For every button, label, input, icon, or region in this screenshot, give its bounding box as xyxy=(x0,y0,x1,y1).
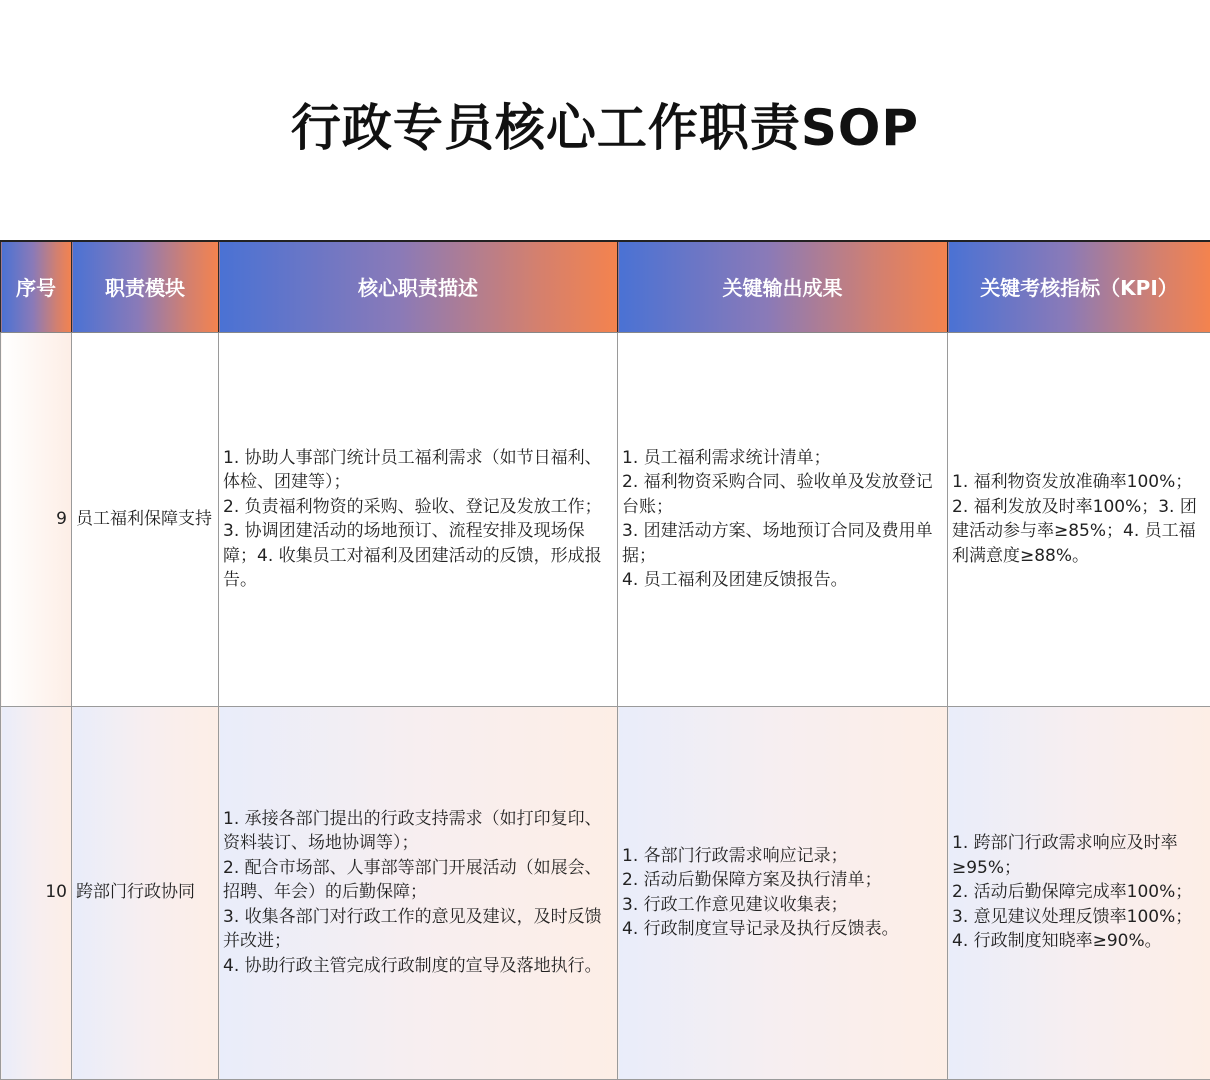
kpi-line: 2. 福利发放及时率100%；3. 团建活动参与率≥85%；4. 员工福利满意度≥88%。 xyxy=(952,496,1197,566)
output-line: 2. 福利物资采购合同、验收单及发放登记台账； xyxy=(622,472,933,517)
header-row xyxy=(1,241,1210,332)
output-line: 2. 活动后勤保障方案及执行清单； xyxy=(622,870,882,890)
sop-table xyxy=(0,240,1210,1080)
kpi-line: 4. 行政制度知晓率≥90%。 xyxy=(952,931,1162,952)
description-line: 3. 协调团建活动的场地预订、流程安排及现场保障；4. 收集员工对福利及团建活动的反馈，形成报告。 xyxy=(223,521,602,590)
header-num: 序号 xyxy=(1,241,72,332)
kpi-line: 2. 活动后勤保障完成率100%； xyxy=(952,882,1193,903)
description-line: 4. 协助行政主管完成行政制度的宣导及落地执行。 xyxy=(223,955,602,976)
page-title: 行政专员核心工作职责SOP xyxy=(290,99,920,157)
output-line: 3. 团建活动方案、场地预订合同及费用单据； xyxy=(622,521,933,566)
row-kpi xyxy=(948,332,1210,706)
description-line: 2. 负责福利物资的采购、验收、登记及发放工作； xyxy=(223,496,602,517)
kpi-line: 1. 福利物资发放准确率100%； xyxy=(952,472,1193,492)
kpi-line: 1. 跨部门行政需求响应及时率≥95%； xyxy=(952,833,1178,878)
table-row xyxy=(1,706,1210,1079)
output-line: 1. 员工福利需求统计清单； xyxy=(622,447,831,468)
row-description xyxy=(219,706,618,1079)
row-module: 员工福利保障支持 xyxy=(72,332,219,706)
output-line: 3. 行政工作意见建议收集表； xyxy=(622,894,848,915)
row-module: 跨部门行政协同 xyxy=(72,706,219,1079)
header-module: 职责模块 xyxy=(72,241,219,332)
row-outputs xyxy=(618,332,948,706)
row-outputs xyxy=(618,706,948,1079)
header-description: 核心职责描述 xyxy=(219,241,618,332)
description-line: 1. 承接各部门提出的行政支持需求（如打印复印、资料装订、场地协调等）； xyxy=(223,808,602,854)
header-outputs: 关键输出成果 xyxy=(618,241,948,332)
output-line: 1. 各部门行政需求响应记录； xyxy=(622,845,848,866)
row-number: 10 xyxy=(1,706,72,1079)
output-line: 4. 员工福利及团建反馈报告。 xyxy=(622,570,848,590)
row-description xyxy=(219,332,618,706)
table-row xyxy=(1,332,1210,706)
row-number: 9 xyxy=(1,332,72,706)
output-line: 4. 行政制度宣导记录及执行反馈表。 xyxy=(622,919,899,939)
title-area xyxy=(0,0,1210,240)
row-kpi xyxy=(948,706,1210,1079)
kpi-line: 3. 意见建议处理反馈率100%； xyxy=(952,906,1193,927)
description-line: 1. 协助人事部门统计员工福利需求（如节日福利、体检、团建等）； xyxy=(223,447,602,492)
description-line: 2. 配合市场部、人事部等部门开展活动（如展会、招聘、年会）的后勤保障； xyxy=(223,857,602,903)
header-kpi: 关键考核指标（KPI） xyxy=(948,241,1210,332)
description-line: 3. 收集各部门对行政工作的意见及建议，及时反馈并改进； xyxy=(223,906,602,952)
